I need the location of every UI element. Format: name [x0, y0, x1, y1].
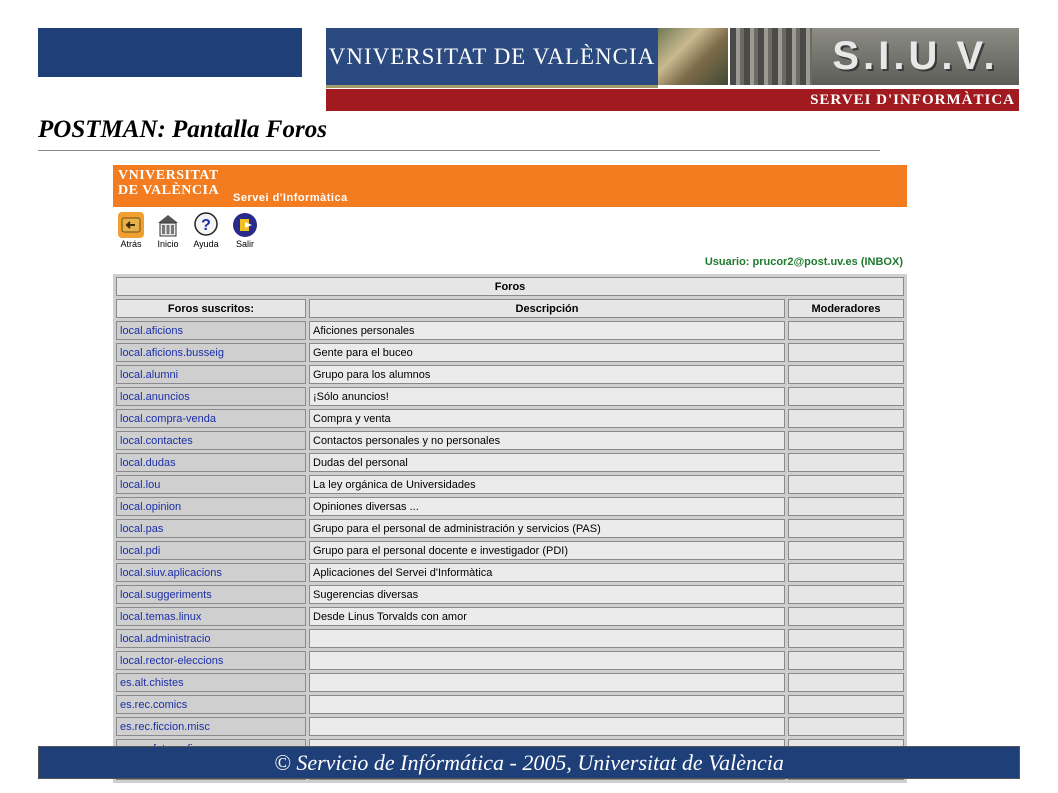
app-banner [113, 165, 907, 207]
table-row [116, 673, 904, 692]
description-cell [309, 651, 785, 670]
description-cell: Grupo para los alumnos [309, 365, 785, 384]
exit-button[interactable] [227, 212, 263, 249]
moderators-cell [788, 365, 904, 384]
forum-cell [116, 365, 306, 384]
moderators-cell [788, 563, 904, 582]
description-cell: Compra y venta [309, 409, 785, 428]
forum-cell [116, 431, 306, 450]
forum-cell [116, 607, 306, 626]
table-row [116, 519, 904, 538]
siuv-wordmark: S.I.U.V. [832, 34, 999, 78]
col-header-foros: Foros suscritos: [116, 299, 306, 318]
forum-cell [116, 519, 306, 538]
moderators-cell [788, 673, 904, 692]
forum-cell [116, 629, 306, 648]
exit-icon [232, 212, 258, 238]
university-wordmark: VNIVERSITAT DE VALÈNCIA [328, 43, 656, 69]
forum-link[interactable]: local.compra-venda [120, 412, 216, 425]
forum-cell [116, 475, 306, 494]
forum-link[interactable]: local.alumni [120, 368, 179, 381]
description-cell [309, 695, 785, 714]
exit-label: Salir [235, 239, 254, 249]
forum-link[interactable]: local.lou [120, 478, 161, 491]
table-row [116, 321, 904, 340]
description-cell: La ley orgánica de Universidades [309, 475, 785, 494]
forum-cell [116, 321, 306, 340]
table-row [116, 497, 904, 516]
forum-link[interactable]: local.aficions.busseig [120, 346, 224, 359]
table-row [116, 585, 904, 604]
moderators-cell [788, 519, 904, 538]
forum-link[interactable]: local.rector-eleccions [120, 654, 224, 667]
col-header-moderadores: Moderadores [788, 299, 904, 318]
home-label: Inicio [157, 239, 179, 249]
moderators-cell [788, 651, 904, 670]
header-photo-abacus [730, 28, 812, 85]
description-cell: Opiniones diversas ... [309, 497, 785, 516]
table-row [116, 541, 904, 560]
user-indicator: Usuario: prucor2@post.uv.es (INBOX) [704, 256, 903, 268]
moderators-cell [788, 585, 904, 604]
forum-cell [116, 563, 306, 582]
forum-cell [116, 497, 306, 516]
forum-link[interactable]: local.administracio [120, 632, 211, 645]
header-photo-building [658, 28, 728, 85]
servei-informatica-label: SERVEI D'INFORMÀTICA [810, 91, 1015, 108]
moderators-cell [788, 475, 904, 494]
description-cell: Gente para el buceo [309, 343, 785, 362]
back-label: Atrás [120, 239, 142, 249]
description-cell: Grupo para el personal docente e investigador (PDI) [309, 541, 785, 560]
forum-link[interactable]: es.rec.comics [120, 698, 188, 711]
header-red-bar [326, 89, 1019, 111]
forum-link[interactable]: local.opinion [120, 500, 182, 513]
moderators-cell [788, 409, 904, 428]
forum-cell [116, 695, 306, 714]
svg-text:?: ? [201, 217, 211, 234]
table-row [116, 387, 904, 406]
footer-copyright: © Servicio de Infórmática - 2005, Universitat de València [274, 749, 784, 775]
forum-link[interactable]: local.temas.linux [120, 610, 202, 623]
forum-link[interactable]: es.rec.ficcion.misc [120, 720, 210, 733]
table-row [116, 365, 904, 384]
forum-cell [116, 343, 306, 362]
help-button[interactable] [188, 212, 224, 249]
description-cell: Grupo para el personal de administración y servicios (PAS) [309, 519, 785, 538]
app-university-logo [118, 168, 219, 198]
moderators-cell [788, 387, 904, 406]
header-spacer [302, 28, 326, 77]
moderators-cell [788, 497, 904, 516]
forum-cell [116, 541, 306, 560]
help-label: Ayuda [193, 239, 219, 249]
siuv-logo [812, 28, 1019, 85]
table-row [116, 343, 904, 362]
moderators-cell [788, 541, 904, 560]
moderators-cell [788, 453, 904, 472]
forum-link[interactable]: local.aficions [120, 324, 183, 337]
forum-link[interactable]: es.alt.chistes [120, 676, 184, 689]
forum-cell [116, 651, 306, 670]
description-cell: Desde Linus Torvalds con amor [309, 607, 785, 626]
moderators-cell [788, 629, 904, 648]
description-cell [309, 673, 785, 692]
home-icon [155, 212, 181, 238]
moderators-cell [788, 717, 904, 736]
table-caption: Foros [116, 277, 904, 296]
forum-cell [116, 409, 306, 428]
table-row [116, 651, 904, 670]
moderators-cell [788, 607, 904, 626]
description-cell: Sugerencias diversas [309, 585, 785, 604]
table-row [116, 563, 904, 582]
col-header-descripcion: Descripción [309, 299, 785, 318]
description-cell: Aplicaciones del Servei d'Informàtica [309, 563, 785, 582]
forum-cell [116, 717, 306, 736]
forum-cell [116, 585, 306, 604]
table-row [116, 409, 904, 428]
forum-link[interactable]: local.pdi [120, 544, 161, 557]
table-row [116, 695, 904, 714]
forum-cell [116, 453, 306, 472]
forum-link[interactable]: local.pas [120, 522, 164, 535]
back-icon [118, 212, 144, 238]
description-cell [309, 629, 785, 648]
title-divider [38, 150, 880, 151]
table-row [116, 607, 904, 626]
description-cell: Dudas del personal [309, 453, 785, 472]
description-cell: Aficiones personales [309, 321, 785, 340]
table-row [116, 629, 904, 648]
table-row [116, 431, 904, 450]
app-logo-line2: DE VALÈNCIA [118, 183, 220, 198]
forum-link[interactable]: local.suggeriments [120, 588, 212, 601]
forum-cell [116, 387, 306, 406]
header-blue-block [38, 28, 302, 77]
forum-link[interactable]: local.siuv.aplicacions [120, 566, 222, 579]
footer-bar [38, 746, 1020, 779]
forum-cell [116, 673, 306, 692]
moderators-cell [788, 321, 904, 340]
moderators-cell [788, 431, 904, 450]
postman-app-window [113, 165, 907, 737]
forums-table [113, 274, 907, 783]
table-row [116, 453, 904, 472]
forums-table-body [116, 321, 904, 780]
table-row [116, 475, 904, 494]
home-button[interactable] [150, 212, 186, 249]
slide-title: POSTMAN: Pantalla Foros [38, 116, 327, 143]
forum-link[interactable]: local.anuncios [120, 390, 190, 403]
description-cell: ¡Sólo anuncios! [309, 387, 785, 406]
app-servei-label: Servei d'Informàtica [233, 192, 348, 204]
description-cell [309, 717, 785, 736]
help-icon [193, 212, 219, 238]
app-logo-line1: VNIVERSITAT [118, 168, 219, 183]
moderators-cell [788, 695, 904, 714]
back-button[interactable] [113, 212, 149, 249]
description-cell: Contactos personales y no personales [309, 431, 785, 450]
moderators-cell [788, 343, 904, 362]
forum-link[interactable]: local.contactes [120, 434, 193, 447]
table-row [116, 717, 904, 736]
university-logo [326, 28, 658, 88]
forum-link[interactable]: local.dudas [120, 456, 176, 469]
